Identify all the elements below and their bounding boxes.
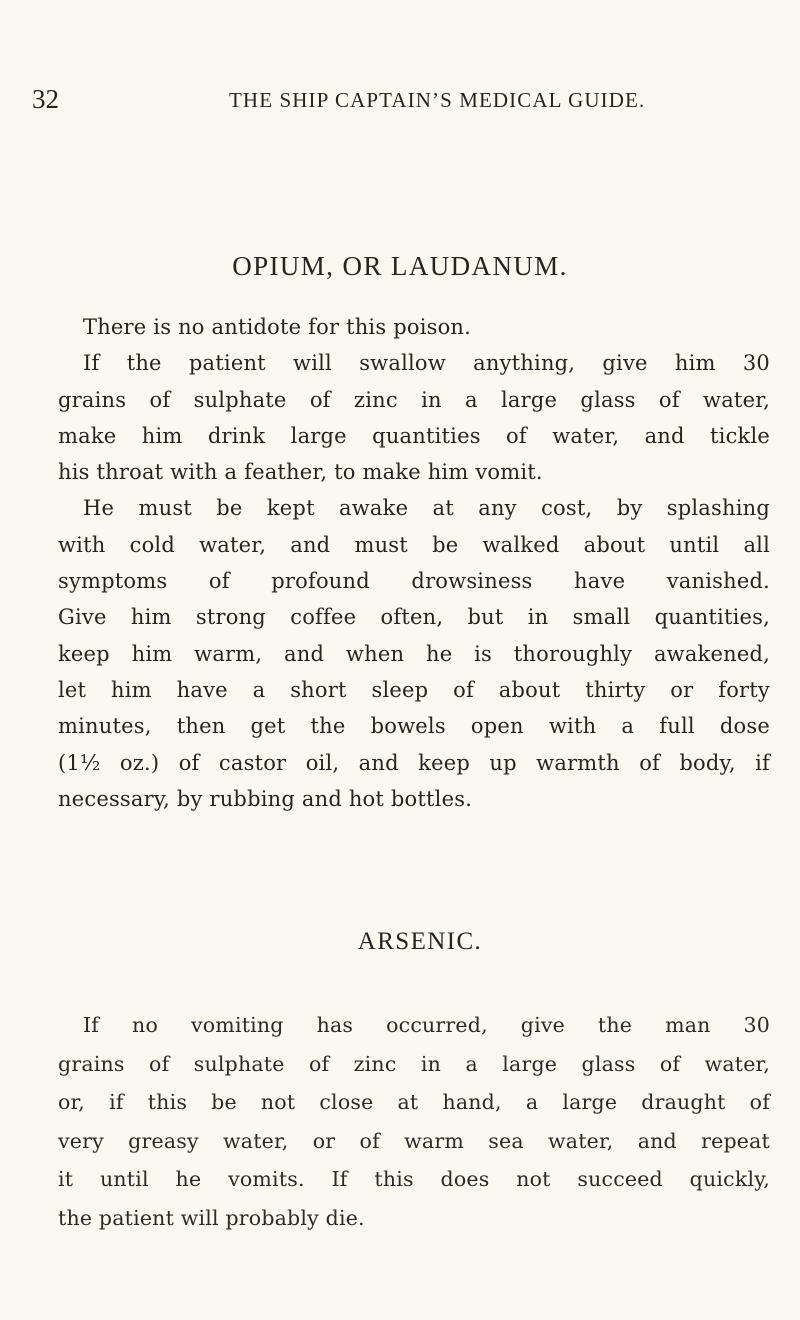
text-line: Give him strong coffee often, but in small quantities, xyxy=(58,605,770,630)
text-line: with cold water, and must be walked about until all xyxy=(58,532,770,557)
text-line: the patient will probably die. xyxy=(58,1205,365,1230)
text-line: make him drink large quantities of water, and tickle xyxy=(58,423,770,448)
text-line: If no vomiting has occurred, give the man 30 xyxy=(83,1013,770,1037)
text-line: grains of sulphate of zinc in a large glass of water, xyxy=(58,387,770,412)
text-line: let him have a short sleep of about thirty or forty xyxy=(58,677,770,702)
text-line: very greasy water, or of warm sea water, and repeat xyxy=(58,1128,770,1153)
text-line: or, if this be not close at hand, a large draught of xyxy=(58,1090,770,1114)
text-line: it until he vomits. If this does not succeed quickly, xyxy=(58,1167,770,1191)
text-line: There is no antidote for this poison. xyxy=(83,315,472,339)
text-line: minutes, then get the bowels open with a full dose xyxy=(58,714,770,739)
page-number: 32 xyxy=(32,84,59,114)
text-line: (1½ oz.) of castor oil, and keep up warmth of body, if xyxy=(58,750,770,775)
running-head xyxy=(32,84,732,114)
running-title: THE SHIP CAPTAIN’S MEDICAL GUIDE. xyxy=(229,88,646,112)
text-line: symptoms of profound drowsiness have vanished. xyxy=(58,569,770,594)
text-line: grains of sulphate of zinc in a large glass of water, xyxy=(58,1051,770,1076)
text-line: He must be kept awake at any cost, by splashing xyxy=(83,496,770,521)
text-line: If the patient will swallow anything, give him 30 xyxy=(83,351,770,376)
section-title-opium: OPIUM, OR LAUDANUM. xyxy=(232,251,568,281)
section-body-opium xyxy=(58,309,770,817)
section-body-arsenic xyxy=(58,1006,770,1237)
text-line: his throat with a feather, to make him vomit. xyxy=(58,460,543,485)
section-title-arsenic: ARSENIC. xyxy=(357,928,483,955)
text-line: keep him warm, and when he is thoroughly awakened, xyxy=(58,641,770,666)
text-line: necessary, by rubbing and hot bottles. xyxy=(58,786,473,811)
